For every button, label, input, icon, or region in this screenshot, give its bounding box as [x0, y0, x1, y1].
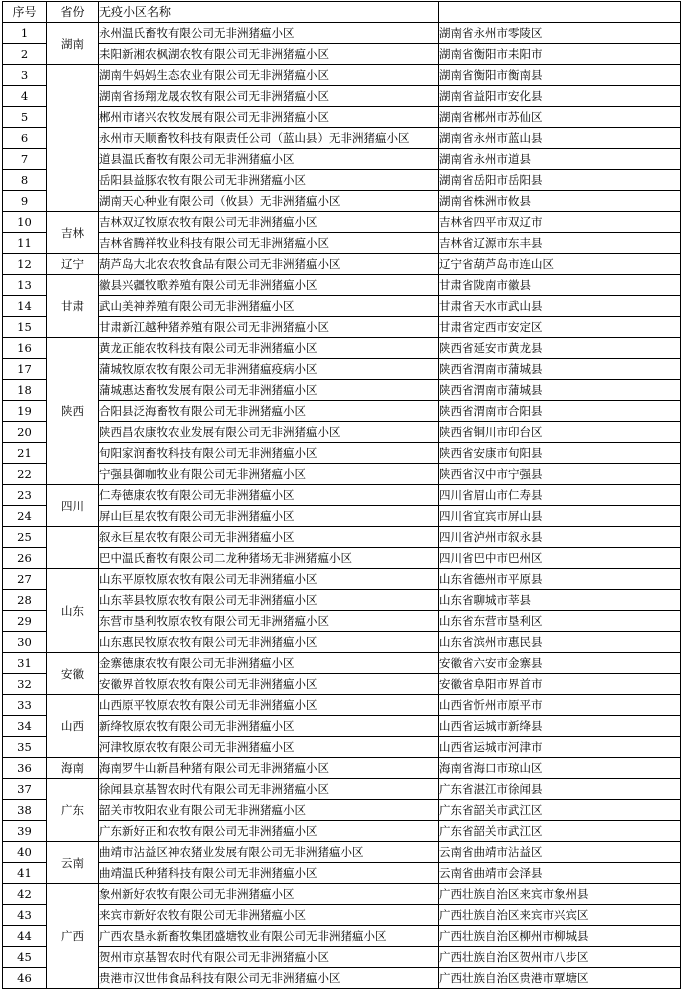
location-cell: 辽宁省葫芦岛市连山区 [439, 254, 681, 275]
row-serial-number: 33 [3, 695, 47, 716]
zone-name-cell: 海南罗牛山新昌种猪有限公司无非洲猪瘟小区 [99, 758, 439, 779]
zone-name-cell: 河津牧原农牧有限公司无非洲猪瘟小区 [99, 737, 439, 758]
row-serial-number: 35 [3, 737, 47, 758]
row-serial-number: 14 [3, 296, 47, 317]
location-cell: 湖南省永州市蓝山县 [439, 128, 681, 149]
province-cell: 云南 [47, 842, 99, 884]
row-serial-number: 43 [3, 905, 47, 926]
row-serial-number: 5 [3, 107, 47, 128]
table-row [3, 506, 681, 527]
table-row [3, 905, 681, 926]
location-cell: 广东省韶关市武江区 [439, 800, 681, 821]
row-serial-number: 16 [3, 338, 47, 359]
zone-name-cell: 新绛牧原农牧有限公司无非洲猪瘟小区 [99, 716, 439, 737]
location-cell: 广西壮族自治区来宾市兴宾区 [439, 905, 681, 926]
province-cell: 陕西 [47, 338, 99, 485]
table-row [3, 590, 681, 611]
zone-name-cell: 曲靖市沾益区神农猪业发展有限公司无非洲猪瘟小区 [99, 842, 439, 863]
table-header-row [3, 2, 681, 23]
row-serial-number: 22 [3, 464, 47, 485]
zone-name-cell: 巴中温氏畜牧有限公司二龙种猪场无非洲猪瘟小区 [99, 548, 439, 569]
table-row [3, 107, 681, 128]
table-row [3, 23, 681, 44]
table-row [3, 674, 681, 695]
location-cell: 湖南省衡阳市耒阳市 [439, 44, 681, 65]
table-row [3, 884, 681, 905]
zone-name-cell: 宁强县御咖牧业有限公司无非洲猪瘟小区 [99, 464, 439, 485]
location-cell: 广西壮族自治区贵港市覃塘区 [439, 968, 681, 989]
zone-name-cell: 岳阳县益豚农牧有限公司无非洲猪瘟小区 [99, 170, 439, 191]
zone-name-cell: 广西农垦永新畜牧集团盛塘牧业有限公司无非洲猪瘟小区 [99, 926, 439, 947]
zone-name-cell: 葫芦岛大北农农牧食品有限公司无非洲猪瘟小区 [99, 254, 439, 275]
province-cell: 广西 [47, 884, 99, 989]
table-row [3, 653, 681, 674]
location-cell: 吉林省辽源市东丰县 [439, 233, 681, 254]
table-body [3, 23, 681, 989]
row-serial-number: 3 [3, 65, 47, 86]
location-cell: 甘肃省定西市安定区 [439, 317, 681, 338]
zone-name-cell: 徐闻县京基智农时代有限公司无非洲猪瘟小区 [99, 779, 439, 800]
table-row [3, 926, 681, 947]
row-serial-number: 8 [3, 170, 47, 191]
zone-name-cell: 黄龙正能农牧科技有限公司无非洲猪瘟小区 [99, 338, 439, 359]
location-cell: 湖南省永州市道县 [439, 149, 681, 170]
table-row [3, 296, 681, 317]
table-row [3, 149, 681, 170]
zone-name-cell: 山东莘县牧原农牧有限公司无非洲猪瘟小区 [99, 590, 439, 611]
location-cell: 甘肃省陇南市徽县 [439, 275, 681, 296]
table-row [3, 422, 681, 443]
location-cell: 陕西省汉中市宁强县 [439, 464, 681, 485]
row-serial-number: 26 [3, 548, 47, 569]
location-cell: 湖南省益阳市安化县 [439, 86, 681, 107]
province-cell: 海南 [47, 758, 99, 779]
location-cell: 广东省韶关市武江区 [439, 821, 681, 842]
province-cell: 山西 [47, 695, 99, 758]
table-row [3, 779, 681, 800]
location-cell: 甘肃省天水市武山县 [439, 296, 681, 317]
zone-name-cell: 徽县兴疆牧歌养殖有限公司无非洲猪瘟小区 [99, 275, 439, 296]
location-cell: 陕西省延安市黄龙县 [439, 338, 681, 359]
zone-name-cell: 贺州市京基智农时代有限公司无非洲猪瘟小区 [99, 947, 439, 968]
table-row [3, 44, 681, 65]
table-row [3, 842, 681, 863]
table-row [3, 317, 681, 338]
row-serial-number: 41 [3, 863, 47, 884]
zone-name-cell: 蒲城牧原农牧有限公司无非洲猪瘟疫病小区 [99, 359, 439, 380]
row-serial-number: 27 [3, 569, 47, 590]
province-cell: 安徽 [47, 653, 99, 695]
location-cell: 四川省眉山市仁寿县 [439, 485, 681, 506]
row-serial-number: 39 [3, 821, 47, 842]
row-serial-number: 17 [3, 359, 47, 380]
province-cell: 湖南 [47, 23, 99, 65]
table-row [3, 758, 681, 779]
table-row [3, 737, 681, 758]
row-serial-number: 21 [3, 443, 47, 464]
row-serial-number: 44 [3, 926, 47, 947]
location-cell: 山东省聊城市莘县 [439, 590, 681, 611]
location-cell: 山西省运城市河津市 [439, 737, 681, 758]
table-row [3, 275, 681, 296]
location-cell: 四川省宜宾市屏山县 [439, 506, 681, 527]
table-row [3, 464, 681, 485]
row-serial-number: 20 [3, 422, 47, 443]
table-row [3, 233, 681, 254]
location-cell: 广西壮族自治区贺州市八步区 [439, 947, 681, 968]
zone-name-cell: 道县温氏畜牧有限公司无非洲猪瘟小区 [99, 149, 439, 170]
province-cell: 辽宁 [47, 254, 99, 275]
zone-name-cell: 湖南省扬翔龙晟农牧有限公司无非洲猪瘟小区 [99, 86, 439, 107]
zone-name-cell: 曲靖温氏种猪科技有限公司无非洲猪瘟小区 [99, 863, 439, 884]
zone-name-cell: 郴州市诸兴农牧发展有限公司无非洲猪瘟小区 [99, 107, 439, 128]
row-serial-number: 12 [3, 254, 47, 275]
location-cell: 湖南省永州市零陵区 [439, 23, 681, 44]
zone-name-cell: 山西原平牧原农牧有限公司无非洲猪瘟小区 [99, 695, 439, 716]
zone-name-cell: 陕西昌农康牧农业发展有限公司无非洲猪瘟小区 [99, 422, 439, 443]
row-serial-number: 19 [3, 401, 47, 422]
location-cell: 四川省泸州市叙永县 [439, 527, 681, 548]
table-row [3, 128, 681, 149]
table-row [3, 863, 681, 884]
row-serial-number: 30 [3, 632, 47, 653]
zone-name-cell: 永州市天顺畜牧科技有限责任公司（蓝山县）无非洲猪瘟小区 [99, 128, 439, 149]
row-serial-number: 31 [3, 653, 47, 674]
table-row [3, 548, 681, 569]
header-serial-number: 序号 [3, 2, 47, 23]
table-row [3, 611, 681, 632]
table-row [3, 254, 681, 275]
zone-name-cell: 安徽界首牧原农牧有限公司无非洲猪瘟小区 [99, 674, 439, 695]
table-row [3, 947, 681, 968]
row-serial-number: 2 [3, 44, 47, 65]
table-row [3, 800, 681, 821]
location-cell: 四川省巴中市巴州区 [439, 548, 681, 569]
zone-name-cell: 蒲城惠达畜牧发展有限公司无非洲猪瘟小区 [99, 380, 439, 401]
row-serial-number: 40 [3, 842, 47, 863]
table-row [3, 968, 681, 989]
row-serial-number: 6 [3, 128, 47, 149]
location-cell: 陕西省渭南市蒲城县 [439, 380, 681, 401]
zone-name-cell: 屏山巨星农牧有限公司无非洲猪瘟小区 [99, 506, 439, 527]
row-serial-number: 10 [3, 212, 47, 233]
zone-name-cell: 吉林双辽牧原农牧有限公司无非洲猪瘟小区 [99, 212, 439, 233]
table-row [3, 443, 681, 464]
location-cell: 陕西省渭南市合阳县 [439, 401, 681, 422]
row-serial-number: 45 [3, 947, 47, 968]
disease-free-zone-table [2, 1, 681, 989]
zone-name-cell: 金寨德康农牧有限公司无非洲猪瘟小区 [99, 653, 439, 674]
table-row [3, 380, 681, 401]
location-cell: 山东省东营市垦利区 [439, 611, 681, 632]
row-serial-number: 25 [3, 527, 47, 548]
table-row [3, 821, 681, 842]
table-row [3, 401, 681, 422]
row-serial-number: 29 [3, 611, 47, 632]
province-cell [47, 527, 99, 569]
table-row [3, 527, 681, 548]
row-serial-number: 37 [3, 779, 47, 800]
row-serial-number: 38 [3, 800, 47, 821]
location-cell: 广西壮族自治区来宾市象州县 [439, 884, 681, 905]
location-cell: 云南省曲靖市会泽县 [439, 863, 681, 884]
row-serial-number: 34 [3, 716, 47, 737]
row-serial-number: 32 [3, 674, 47, 695]
header-zone-name: 无疫小区名称 [99, 2, 439, 23]
row-serial-number: 18 [3, 380, 47, 401]
province-cell: 吉林 [47, 212, 99, 254]
table-row [3, 170, 681, 191]
location-cell: 广东省湛江市徐闻县 [439, 779, 681, 800]
row-serial-number: 46 [3, 968, 47, 989]
zone-name-cell: 东营市垦利牧原农牧有限公司无非洲猪瘟小区 [99, 611, 439, 632]
zone-name-cell: 甘肃新江越种猪养殖有限公司无非洲猪瘟小区 [99, 317, 439, 338]
header-location [439, 2, 681, 23]
location-cell: 湖南省衡阳市衡南县 [439, 65, 681, 86]
row-serial-number: 24 [3, 506, 47, 527]
zone-name-cell: 旬阳家润畜牧科技有限公司无非洲猪瘟小区 [99, 443, 439, 464]
table-row [3, 338, 681, 359]
row-serial-number: 15 [3, 317, 47, 338]
table-row [3, 569, 681, 590]
zone-name-cell: 湖南牛妈妈生态农业有限公司无非洲猪瘟小区 [99, 65, 439, 86]
location-cell: 山西省运城市新绛县 [439, 716, 681, 737]
row-serial-number: 7 [3, 149, 47, 170]
table-row [3, 191, 681, 212]
location-cell: 陕西省铜川市印台区 [439, 422, 681, 443]
location-cell: 山西省忻州市原平市 [439, 695, 681, 716]
zone-name-cell: 象州新好农牧有限公司无非洲猪瘟小区 [99, 884, 439, 905]
table-row [3, 86, 681, 107]
zone-name-cell: 湖南天心种业有限公司（攸县）无非洲猪瘟小区 [99, 191, 439, 212]
row-serial-number: 1 [3, 23, 47, 44]
location-cell: 山东省德州市平原县 [439, 569, 681, 590]
location-cell: 湖南省郴州市苏仙区 [439, 107, 681, 128]
location-cell: 陕西省安康市旬阳县 [439, 443, 681, 464]
table-row [3, 485, 681, 506]
zone-name-cell: 武山美神养殖有限公司无非洲猪瘟小区 [99, 296, 439, 317]
location-cell: 吉林省四平市双辽市 [439, 212, 681, 233]
zone-name-cell: 韶关市牧阳农业有限公司无非洲猪瘟小区 [99, 800, 439, 821]
zone-name-cell: 山东惠民牧原农牧有限公司无非洲猪瘟小区 [99, 632, 439, 653]
province-cell: 山东 [47, 569, 99, 653]
table-row [3, 212, 681, 233]
row-serial-number: 23 [3, 485, 47, 506]
zone-name-cell: 叙永巨星农牧有限公司无非洲猪瘟小区 [99, 527, 439, 548]
location-cell: 广西壮族自治区柳州市柳城县 [439, 926, 681, 947]
location-cell: 山东省滨州市惠民县 [439, 632, 681, 653]
row-serial-number: 13 [3, 275, 47, 296]
row-serial-number: 9 [3, 191, 47, 212]
zone-name-cell: 吉林省腾祥牧业科技有限公司无非洲猪瘟小区 [99, 233, 439, 254]
table-row [3, 695, 681, 716]
zone-name-cell: 耒阳新湘农枫湖农牧有限公司无非洲猪瘟小区 [99, 44, 439, 65]
table-row [3, 716, 681, 737]
location-cell: 湖南省岳阳市岳阳县 [439, 170, 681, 191]
zone-name-cell: 来宾市新好农牧有限公司无非洲猪瘟小区 [99, 905, 439, 926]
location-cell: 陕西省渭南市蒲城县 [439, 359, 681, 380]
province-cell [47, 65, 99, 212]
zone-name-cell: 广东新好正和农牧有限公司无非洲猪瘟小区 [99, 821, 439, 842]
location-cell: 湖南省株洲市攸县 [439, 191, 681, 212]
zone-name-cell: 贵港市汉世伟食品科技有限公司无非洲猪瘟小区 [99, 968, 439, 989]
zone-name-cell: 山东平原牧原农牧有限公司无非洲猪瘟小区 [99, 569, 439, 590]
zone-name-cell: 仁寿德康农牧有限公司无非洲猪瘟小区 [99, 485, 439, 506]
location-cell: 安徽省六安市金寨县 [439, 653, 681, 674]
location-cell: 安徽省阜阳市界首市 [439, 674, 681, 695]
zone-name-cell: 永州温氏畜牧有限公司无非洲猪瘟小区 [99, 23, 439, 44]
row-serial-number: 36 [3, 758, 47, 779]
row-serial-number: 4 [3, 86, 47, 107]
row-serial-number: 42 [3, 884, 47, 905]
province-cell: 四川 [47, 485, 99, 527]
location-cell: 海南省海口市琼山区 [439, 758, 681, 779]
zone-name-cell: 合阳县泛海畜牧有限公司无非洲猪瘟小区 [99, 401, 439, 422]
location-cell: 云南省曲靖市沾益区 [439, 842, 681, 863]
row-serial-number: 11 [3, 233, 47, 254]
table-row [3, 359, 681, 380]
province-cell: 广东 [47, 779, 99, 842]
table-row [3, 65, 681, 86]
row-serial-number: 28 [3, 590, 47, 611]
province-cell: 甘肃 [47, 275, 99, 338]
table-row [3, 632, 681, 653]
header-province: 省份 [47, 2, 99, 23]
